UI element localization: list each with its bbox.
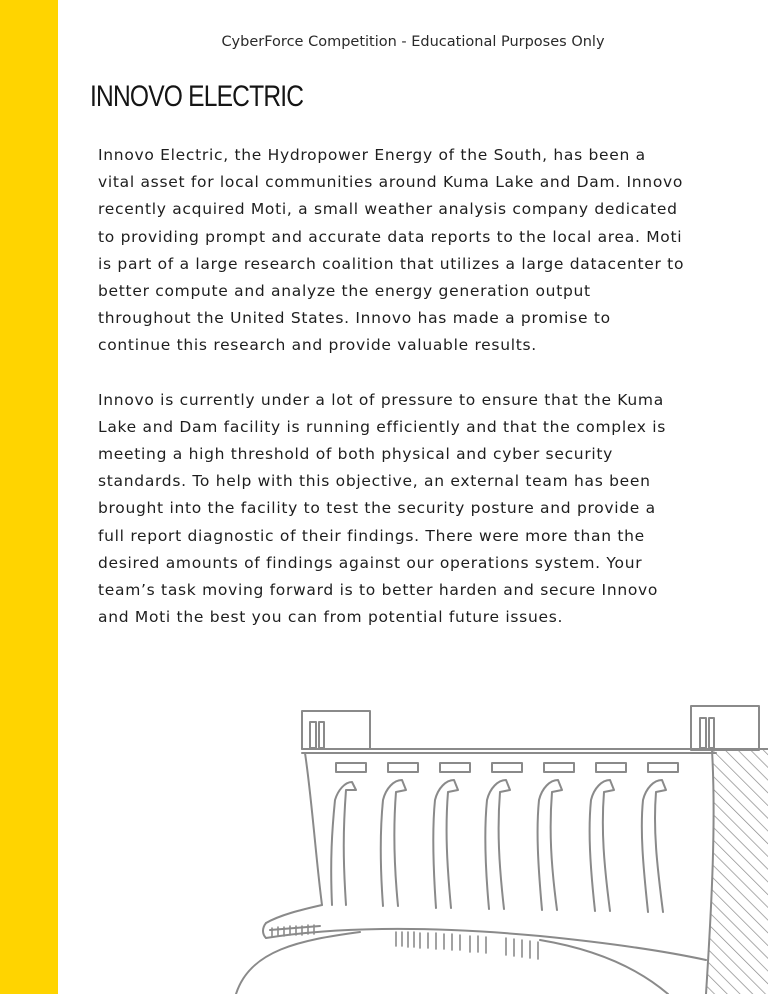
accent-side-bar [0, 0, 58, 994]
page-title: INNOVO ELECTRIC [90, 80, 304, 113]
dam-sketch-icon [220, 700, 768, 994]
paragraph-intro: Innovo Electric, the Hydropower Energy of the South, has been a vital asset for local communities around Kuma Lake and Dam. Innovo recently acquired Moti, a small weather analysis company dedicated to providing prompt and accurate data reports to the local area. Moti is part of a large research coalition that utilizes a large datacenter to better compute and analyze the energy generation output throughout the United States. Innovo has made a promise to continue this research and provide valuable results. [98, 146, 685, 355]
header-note: CyberForce Competition - Educational Purposes Only [221, 34, 605, 50]
paragraph-mission: Innovo is currently under a lot of pressure to ensure that the Kuma Lake and Dam facility is running efficiently and that the complex is meeting a high threshold of both physical and cyber security standards. To help with this objective, an external team has been brought into the facility to test the security posture and provide a full report diagnostic of their findings. There were more than the desired amounts of findings against our operations system. Your team’s task moving forward is to better harden and secure Innovo and Moti the best you can from potential future issues. [98, 390, 667, 627]
body-text [98, 142, 688, 631]
